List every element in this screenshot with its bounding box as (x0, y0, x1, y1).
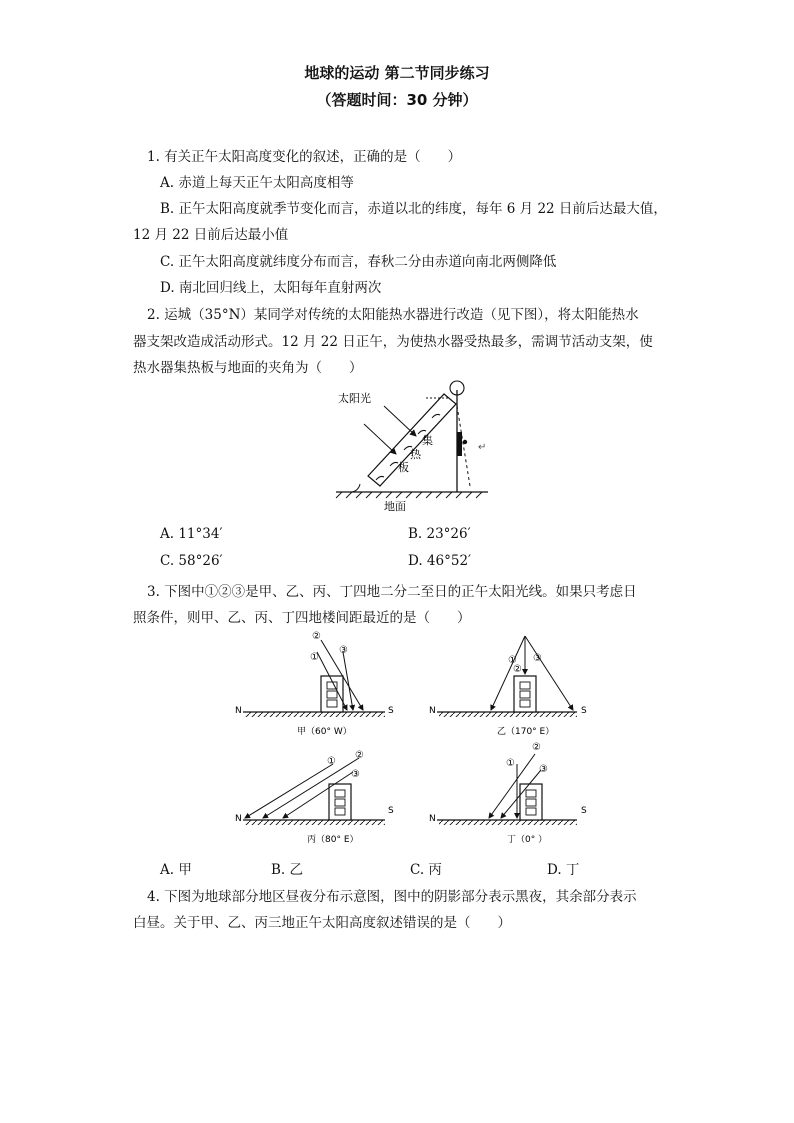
q3-option-a: A. 甲 (160, 862, 192, 878)
label-re: 热 (410, 448, 421, 461)
q3-stem-line2: 照条件，则甲、乙、丙、丁四地楼间距最近的是（ ） (133, 610, 471, 626)
q4-stem-line1: 4. 下图为地球部分地区昼夜分布示意图，图中的阴影部分表示黑夜，其余部分表示 (147, 889, 637, 905)
q4-stem-line2: 白昼。关于甲、乙、丙三地正午太阳高度叙述错误的是（ ） (133, 915, 511, 931)
ray-label-3: ③ (539, 764, 548, 775)
ray-label-2: ② (355, 750, 364, 761)
label-sunlight: 太阳光 (338, 392, 371, 405)
label-s: S (388, 706, 394, 716)
q2-option-b: B. 23°26′ (408, 526, 471, 542)
q1-option-b-line2: 12 月 22 日前后达最小值 (133, 227, 289, 243)
q3-option-b: B. 乙 (271, 862, 304, 878)
angle-arc (352, 484, 360, 492)
q1-option-a: A. 赤道上每天正午太阳高度相等 (160, 175, 354, 191)
four-sites-sunlight-figure (225, 624, 595, 849)
q2-option-d: D. 46°52′ (408, 553, 472, 569)
q2-stem-line3: 热水器集热板与地面的夹角为（ ） (133, 360, 363, 376)
label-n: N (429, 814, 436, 824)
caption-jia: 甲（60° W） (297, 727, 352, 737)
sun-ray-2 (364, 424, 396, 454)
ray-label-3: ③ (339, 645, 348, 656)
sun-ray-1 (384, 406, 416, 436)
ray-label-1: ① (508, 655, 517, 666)
label-n: N (235, 814, 242, 824)
q3-option-d: D. 丁 (547, 862, 580, 878)
q1-stem: 1. 有关正午太阳高度变化的叙述，正确的是（ ） (147, 149, 462, 165)
panel-jia (235, 631, 394, 737)
ray-label-1: ① (506, 758, 515, 769)
q2-option-a: A. 11°34′ (160, 526, 223, 542)
q3-option-c: C. 丙 (410, 862, 442, 878)
ray-label-2: ② (312, 631, 321, 642)
caption-yi: 乙（170° E） (497, 727, 555, 737)
q3-stem-line1: 3. 下图中①②③是甲、乙、丙、丁四地二分二至日的正午太阳光线。如果只考虑日 (147, 584, 637, 600)
page-subtitle: （答题时间：30 分钟） (316, 91, 478, 109)
label-ji: 集 (422, 434, 433, 447)
solar-water-heater-figure (330, 378, 500, 514)
ray-label-2: ② (513, 664, 522, 675)
pole-clamp (457, 432, 462, 456)
label-s: S (581, 706, 587, 716)
ray-label-1: ① (310, 652, 319, 663)
ground-hatching (336, 492, 482, 498)
caption-bing: 丙（80° E） (307, 835, 359, 845)
label-s: S (581, 806, 587, 816)
return-mark: ↵ (478, 442, 487, 453)
label-n: N (235, 706, 242, 716)
page-title: 地球的运动 第二节同步练习 (304, 64, 490, 82)
label-n: N (429, 706, 436, 716)
panel-ding (429, 742, 587, 845)
panel-yi (429, 636, 587, 737)
q2-stem-line2: 器支架改造成活动形式。12 月 22 日正午，为使热水器受热最多，需调节活动支架，使 (133, 334, 653, 350)
q1-option-b-line1: B. 正午太阳高度就季节变化而言，赤道以北的纬度，每年 6 月 22 日前后达最大值， (160, 201, 667, 217)
ray-label-3: ③ (533, 653, 542, 664)
ray-label-3: ③ (351, 769, 360, 780)
q1-option-c: C. 正午太阳高度就纬度分布而言，春秋二分由赤道向南北两侧降低 (160, 254, 557, 270)
ray-label-2: ② (532, 742, 541, 753)
q2-stem-line1: 2. 运城（35°N）某同学对传统的太阳能热水器进行改造（见下图），将太阳能热水 (147, 307, 639, 323)
q1-option-d: D. 南北回归线上，太阳每年直射两次 (160, 280, 382, 296)
label-s: S (388, 806, 394, 816)
label-ground: 地面 (384, 500, 406, 513)
label-ban: 板 (398, 461, 409, 474)
q2-option-c: C. 58°26′ (160, 553, 223, 569)
panel-bing (235, 750, 394, 845)
caption-ding: 丁（0° ） (507, 835, 548, 845)
ray-label-1: ① (327, 756, 336, 767)
